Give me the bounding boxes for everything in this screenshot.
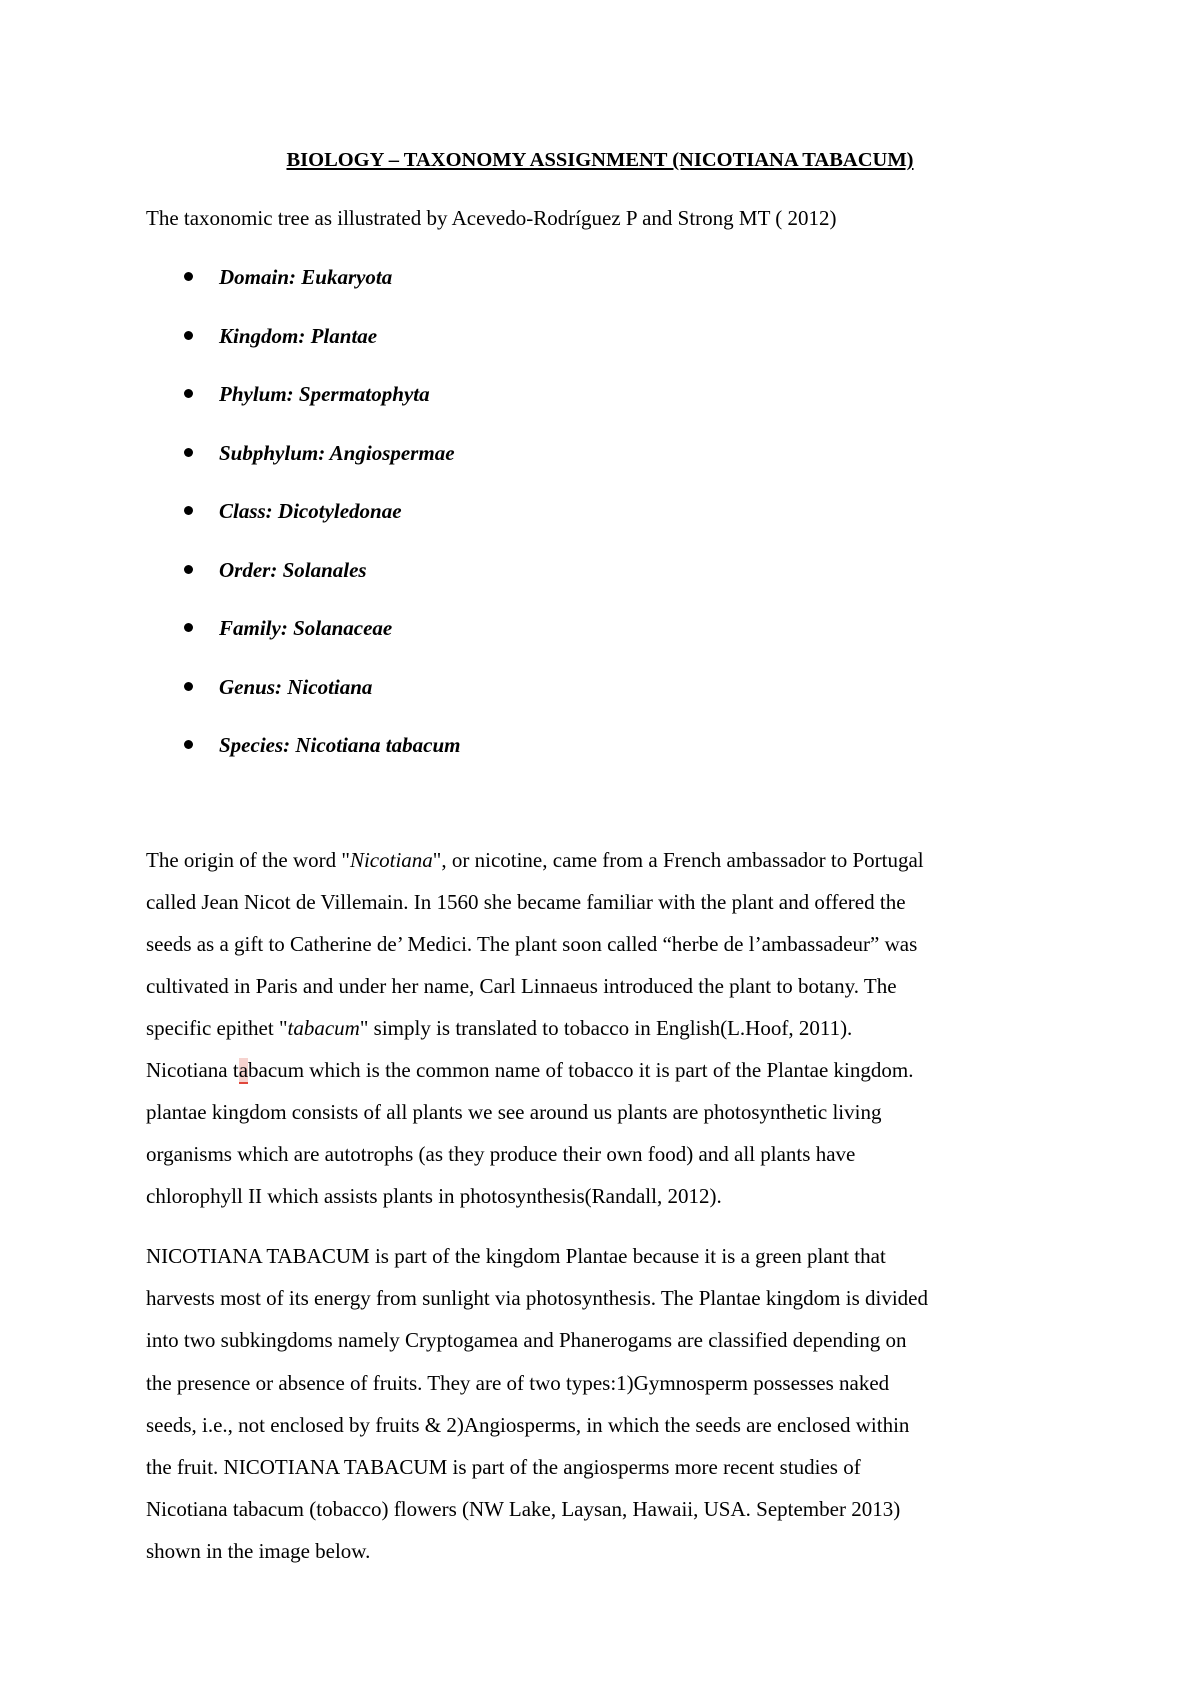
paragraph-line: organisms which are autotrophs (as they produce their own food) and all plants have <box>146 1142 856 1166</box>
bullet-icon <box>184 682 193 691</box>
text-run: ", or nicotine, came from a French ambassador to Portugal <box>432 848 924 872</box>
text-run: specific epithet " <box>146 1016 288 1040</box>
page-title: BIOLOGY – TAXONOMY ASSIGNMENT (NICOTIANA TABACUM) <box>286 149 914 171</box>
paragraph-line: into two subkingdoms namely Cryptogamea and Phanerogams are classified depending on <box>146 1328 907 1353</box>
paragraph-line: shown in the image below. <box>146 1539 371 1564</box>
text-run: bacum which is the common name of tobacco it is part of the Plantae kingdom. <box>248 1058 914 1082</box>
taxonomy-item-domain: Domain: Eukaryota <box>219 265 393 289</box>
intro-text: The taxonomic tree as illustrated by Acevedo-Rodríguez P and Strong MT ( 2012) <box>146 206 837 230</box>
paragraph-line <box>146 1056 924 1098</box>
taxonomy-item-order: Order: Solanales <box>219 557 367 582</box>
paragraph-line <box>146 1014 924 1056</box>
bullet-icon <box>184 331 193 340</box>
text-run: Nicotiana t <box>146 1058 239 1082</box>
spellcheck-mark[interactable]: a <box>238 1058 249 1082</box>
list-item <box>0 673 460 732</box>
bullet-icon <box>184 506 193 515</box>
list-item <box>0 380 460 439</box>
taxonomy-item-subphylum: Subphylum: Angiospermae <box>219 440 455 465</box>
text-run: " simply is translated to tobacco in English(L.Hoof, 2011). <box>359 1016 853 1040</box>
list-item <box>0 614 460 673</box>
paragraph-line: chlorophyll II which assists plants in photosynthesis(Randall, 2012). <box>146 1184 722 1208</box>
italic-text: tabacum <box>287 1016 360 1040</box>
bullet-icon <box>184 448 193 457</box>
paragraph-line: called Jean Nicot de Villemain. In 1560 she became familiar with the plant and offered the <box>146 890 906 914</box>
taxonomy-list <box>0 263 460 790</box>
paragraph-line: harvests most of its energy from sunlight via photosynthesis. The Plantae kingdom is divided <box>146 1286 928 1311</box>
list-item <box>0 439 460 498</box>
list-item <box>0 322 460 381</box>
paragraph-line: seeds as a gift to Catherine de’ Medici. The plant soon called “herbe de l’ambassadeur” was <box>146 932 918 956</box>
list-item <box>0 263 460 322</box>
bullet-icon <box>184 272 193 281</box>
paragraph-line: cultivated in Paris and under her name, Carl Linnaeus introduced the plant to botany. The <box>146 974 897 998</box>
taxonomy-item-phylum: Phylum: Spermatophyta <box>219 382 430 406</box>
list-item <box>0 556 460 615</box>
paragraph-line: Nicotiana tabacum (tobacco) flowers (NW Lake, Laysan, Hawaii, USA. September 2013) <box>146 1497 901 1522</box>
list-item <box>0 731 460 790</box>
taxonomy-item-family: Family: Solanaceae <box>219 616 393 640</box>
paragraph-line: the presence or absence of fruits. They are of two types:1)Gymnosperm possesses naked <box>146 1370 890 1395</box>
list-item <box>0 497 460 556</box>
taxonomy-item-kingdom: Kingdom: Plantae <box>219 323 378 348</box>
paragraph-line: plantae kingdom consists of all plants we see around us plants are photosynthetic living <box>146 1100 882 1124</box>
paragraph-line <box>146 846 924 888</box>
taxonomy-item-class: Class: Dicotyledonae <box>219 499 402 523</box>
text-run: The origin of the word " <box>146 848 350 872</box>
bullet-icon <box>184 389 193 398</box>
paragraph-origin <box>146 846 924 1224</box>
paragraph-line: the fruit. NICOTIANA TABACUM is part of the angiosperms more recent studies of <box>146 1454 861 1479</box>
bullet-icon <box>184 623 193 632</box>
paragraph-line: NICOTIANA TABACUM is part of the kingdom Plantae because it is a green plant that <box>146 1244 886 1268</box>
paragraph-kingdom <box>146 1242 928 1580</box>
bullet-icon <box>184 565 193 574</box>
paragraph-line: seeds, i.e., not enclosed by fruits & 2)Angiosperms, in which the seeds are enclosed within <box>146 1412 910 1437</box>
bullet-icon <box>184 740 193 749</box>
italic-text: Nicotiana <box>349 848 433 872</box>
taxonomy-item-genus: Genus: Nicotiana <box>219 674 373 699</box>
taxonomy-item-species: Species: Nicotiana tabacum <box>219 733 461 757</box>
